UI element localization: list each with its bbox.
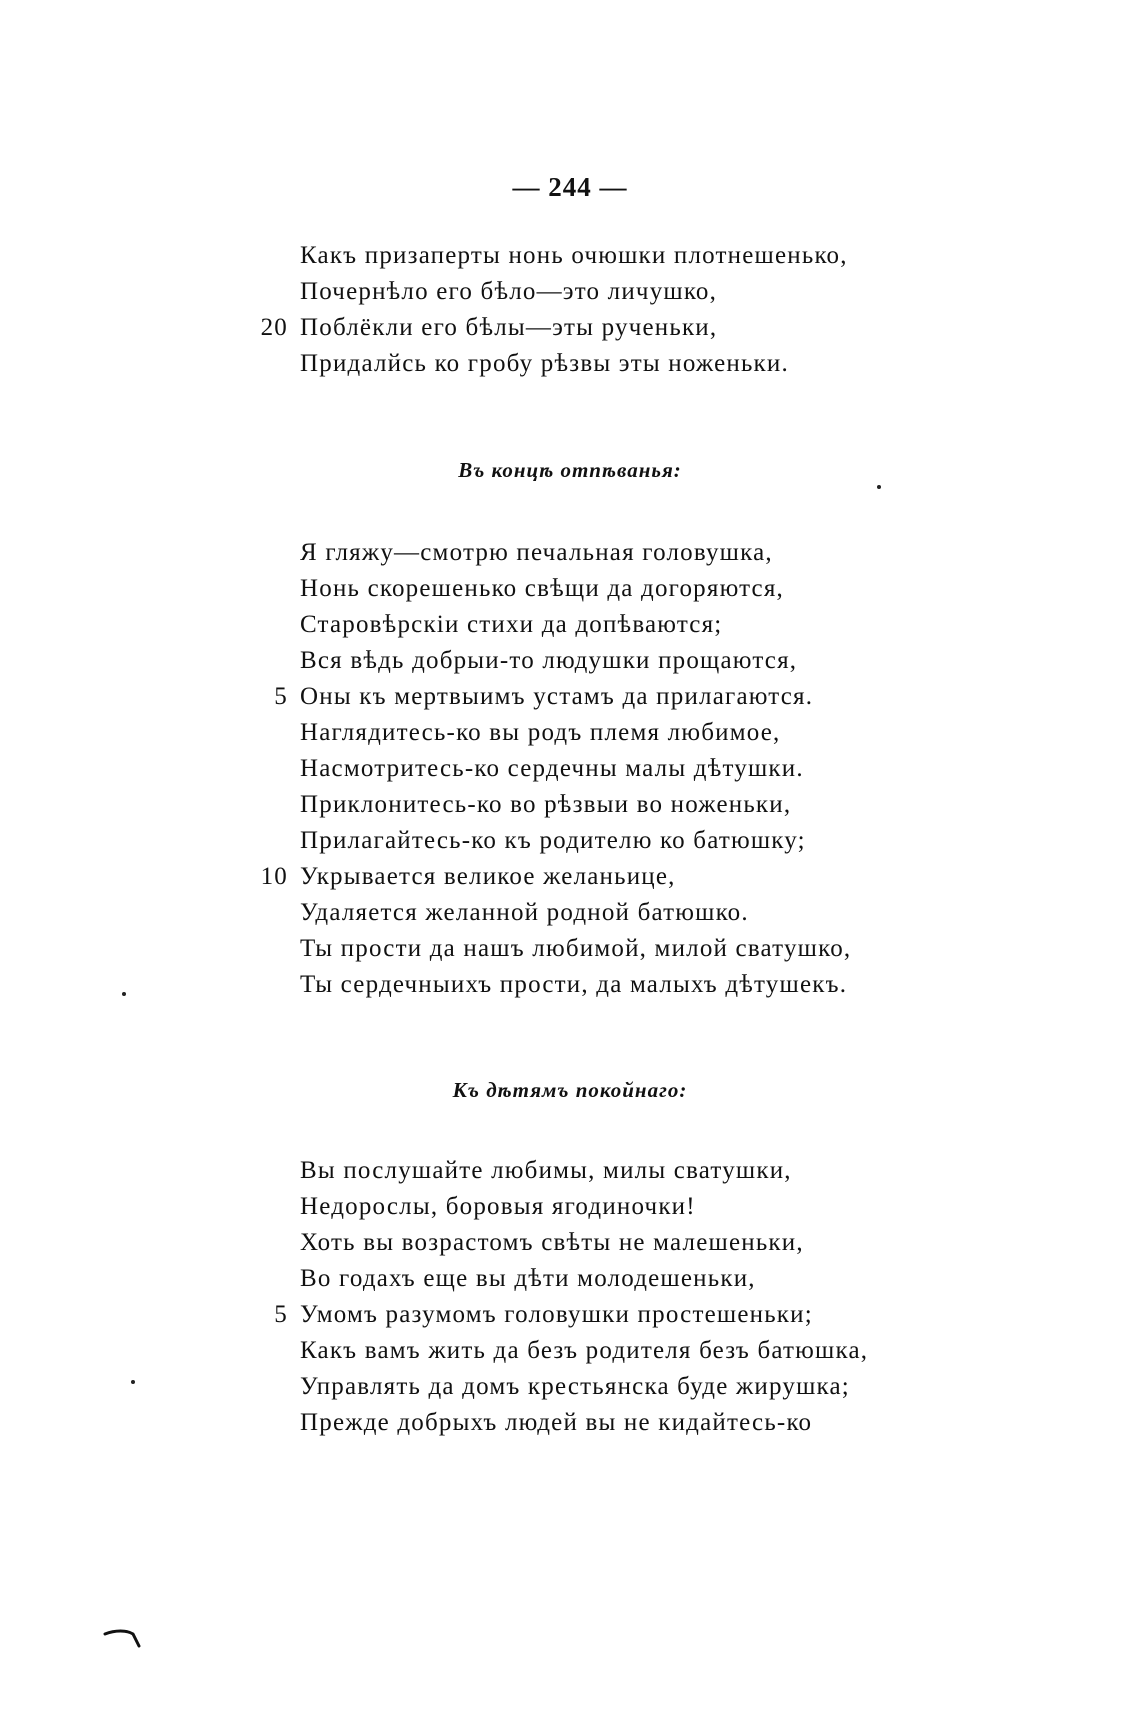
verse-line [0,823,1140,859]
verse-line [0,679,1140,715]
scan-speck [131,1380,135,1384]
line-number: 5 [274,1301,288,1328]
verse-text: Удаляется желанной родной батюшко. [300,899,749,926]
stanza-1 [0,238,1140,382]
scan-speck [877,485,881,489]
scan-speck [122,992,126,996]
verse-line [0,643,1140,679]
verse-text: Умомъ разумомъ головушки простешеньки; [300,1301,813,1328]
verse-text: Хоть вы возрастомъ свѣты не малешеньки, [300,1229,804,1256]
verse-line [0,787,1140,823]
verse-line [0,346,1140,382]
verse-line [0,535,1140,571]
verse-line [0,1189,1140,1225]
verse-text: Поблёкли его бѣлы—эты рученьки, [300,314,718,341]
verse-line [0,1369,1140,1405]
verse-text: Почернѣло его бѣло—это личушко, [300,278,718,305]
line-number: 10 [260,863,288,890]
verse-line [0,751,1140,787]
verse-line [0,274,1140,310]
verse-text: Старовѣрскіи стихи да допѣваются; [300,611,723,638]
verse-text: Наглядитесь-ко вы родъ племя любимое, [300,719,781,746]
verse-text: Нонь скорешенько свѣщи да догоряются, [300,575,784,602]
verse-line [0,967,1140,1003]
verse-line [0,1225,1140,1261]
verse-line [0,1297,1140,1333]
verse-text: Какъ вамъ жить да безъ родителя безъ батюшка, [300,1337,869,1364]
verse-line [0,1153,1140,1189]
stanza-2 [0,535,1140,1003]
line-number: 5 [274,683,288,710]
verse-line [0,895,1140,931]
verse-text: Приклонитесь-ко во рѣзвыи во ноженьки, [300,791,792,818]
page-number: — 244 — [512,172,628,202]
verse-text: Насмотритесь-ко сердечны малы дѣтушки. [300,755,804,782]
verse-text: Во годахъ еще вы дѣти молодешеньки, [300,1265,756,1292]
verse-text: Придалйсь ко гробу рѣзвы эты ноженьки. [300,350,789,377]
verse-text: Прилагайтесь-ко къ родителю ко батюшку; [300,827,806,854]
verse-line [0,310,1140,346]
verse-line [0,859,1140,895]
section-heading-to-children: Къ дѣтямъ покойнаго: [452,1078,688,1102]
verse-line [0,238,1140,274]
verse-text: Ты сердечныихъ прости, да малыхъ дѣтушекъ. [300,971,848,998]
stanza-3 [0,1153,1140,1441]
line-number: 20 [260,314,288,341]
verse-text: Какъ призаперты нонь очюшки плотнешенько, [300,242,848,269]
verse-line [0,715,1140,751]
verse-text: Оны къ мертвыимъ устамъ да прилагаются. [300,683,814,710]
verse-line [0,607,1140,643]
verse-text: Укрывается великое желаньице, [300,863,676,890]
verse-text: Недорослы, боровыя ягодиночки! [300,1193,696,1220]
verse-text: Прежде добрыхъ людей вы не кидайтесь-ко [300,1409,813,1436]
verse-text: Вся вѣдь добрыи-то людушки прощаются, [300,647,798,674]
verse-line [0,571,1140,607]
section-heading-end-of-service: Въ концѣ отпѣванья: [458,458,682,482]
scan-mark-icon [103,1628,143,1652]
verse-text: Управлять да домъ крестьянска буде жирушка; [300,1373,850,1400]
verse-text: Вы послушайте любимы, милы сватушки, [300,1157,792,1184]
verse-line [0,1405,1140,1441]
verse-line [0,1333,1140,1369]
verse-line [0,1261,1140,1297]
verse-line [0,931,1140,967]
verse-text: Ты прости да нашъ любимой, милой сватушко, [300,935,852,962]
verse-text: Я гляжу—смотрю печальная головушка, [300,539,773,566]
